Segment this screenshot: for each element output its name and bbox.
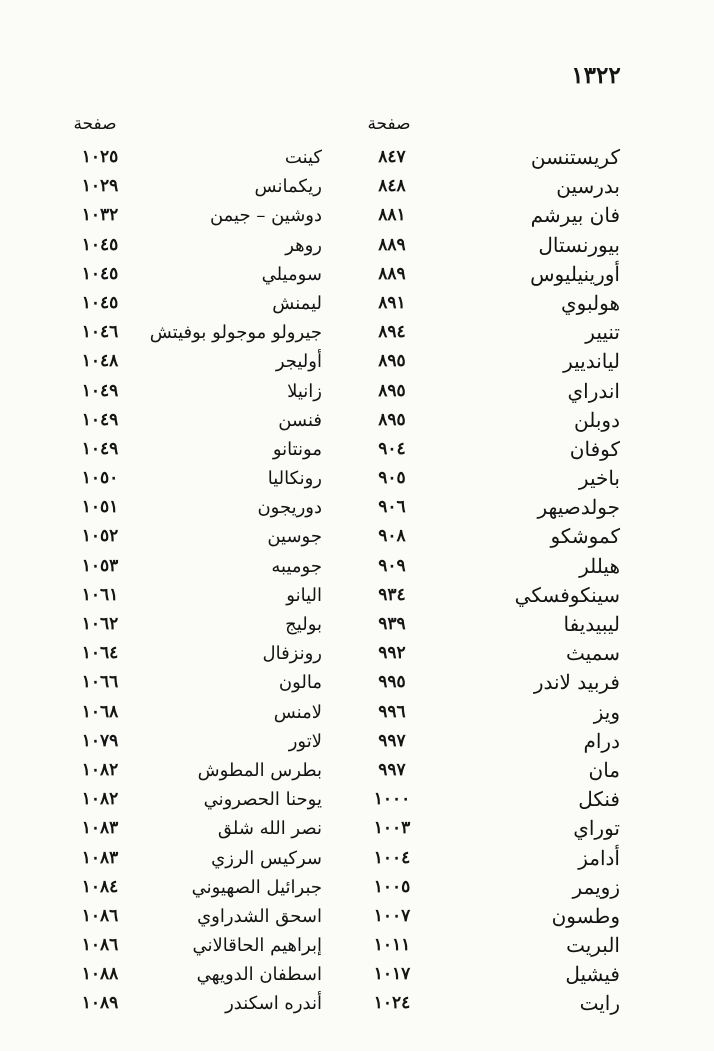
right-name: درام (583, 728, 620, 753)
page-number: ١٣٢٢ (571, 62, 621, 89)
left-page: ١٠٨٦ (81, 935, 119, 956)
right-name: سميث (566, 641, 620, 666)
left-page: ١٠٨٣ (81, 847, 119, 868)
left-page: ١٠٦٢ (81, 614, 119, 634)
left-page: ١٠٤٦ (81, 322, 119, 343)
left-page: ١٠٤٩ (81, 438, 119, 459)
left-name: مالون (278, 672, 322, 694)
left-name: سركيس الرزي (211, 847, 322, 869)
right-page: ٨٩٤ (378, 322, 406, 343)
right-page: ٨٩١ (378, 292, 406, 313)
left-page: ١٠٥٠ (81, 468, 119, 489)
index-row (0, 377, 714, 406)
right-page: ٩٠٨ (378, 526, 406, 547)
right-name: بدرسين (556, 174, 620, 199)
left-name: اسحق الشدراوي (197, 905, 322, 927)
right-page: ١٠٢٤ (373, 993, 411, 1014)
left-name: نصر الله شلق (217, 818, 322, 840)
left-name: إبراهيم الحاقالاني (192, 935, 322, 957)
right-page: ١٠٠٣ (373, 818, 411, 839)
left-page: ١٠٨٩ (81, 993, 119, 1014)
left-name: رونكاليا (267, 468, 322, 490)
right-page: ٩٩٧ (378, 730, 406, 751)
index-row (0, 172, 714, 201)
left-name: كينت (284, 147, 322, 168)
right-page: ٨٩٥ (378, 380, 406, 401)
left-name: ليمنش (272, 292, 322, 314)
right-page: ٩٠٤ (378, 438, 406, 459)
left-page: ١٠٢٥ (81, 147, 119, 167)
left-name: دوشين – جيمن (209, 205, 322, 227)
left-page: ١٠٥١ (81, 497, 119, 518)
right-page: ٨٩٥ (378, 351, 406, 372)
left-page: ١٠٨٦ (81, 905, 119, 926)
left-name: روهر (285, 234, 322, 256)
right-page: ٨٤٧ (378, 147, 406, 167)
index-row (0, 639, 714, 668)
index-row (0, 260, 714, 289)
left-name: أندره اسكندر (225, 993, 322, 1015)
index-row (0, 931, 714, 960)
left-page: ١٠٤٩ (81, 380, 119, 401)
left-page: ١٠٦٤ (81, 643, 119, 664)
left-name: أوليجر (275, 351, 322, 373)
left-page: ١٠٣٢ (81, 205, 119, 226)
right-name: مان (588, 757, 620, 782)
left-page: ١٠٤٥ (81, 292, 119, 313)
left-page: ١٠٤٥ (81, 234, 119, 255)
index-row (0, 493, 714, 522)
right-name: كوفان (569, 436, 620, 461)
right-name: جولدصيهر (537, 495, 620, 520)
left-page: ١٠٧٩ (81, 730, 119, 751)
index-row (0, 668, 714, 697)
right-name: فربيد لاندر (533, 670, 620, 695)
right-name: هيللر (579, 553, 620, 578)
right-page: ٩٩٧ (378, 759, 406, 780)
right-name: أورينيليوس (530, 261, 620, 286)
index-row (0, 902, 714, 931)
left-page: ١٠٨٨ (81, 964, 119, 985)
left-page: ١٠٤٨ (81, 351, 119, 372)
right-name: دوبلن (574, 407, 620, 432)
left-name: سوميلي (261, 263, 322, 285)
right-name: فنكل (578, 787, 620, 812)
right-page: ٨٨٩ (378, 234, 406, 255)
right-name: أدامز (578, 845, 620, 870)
index-row (0, 698, 714, 727)
right-page: ٩٠٥ (378, 468, 406, 489)
left-name: جيرولو موجولو بوفيتش (149, 322, 322, 344)
index-row (0, 552, 714, 581)
right-page: ٩٩٥ (378, 672, 406, 693)
left-page: ١٠٥٣ (81, 555, 119, 576)
index-row (0, 522, 714, 551)
index-row (0, 464, 714, 493)
left-name: مونتانو (272, 438, 322, 460)
left-page: ١٠٤٥ (81, 263, 119, 284)
index-row (0, 289, 714, 318)
left-page: ١٠٨٤ (81, 876, 119, 897)
right-name: فان بيرشم (530, 203, 620, 228)
right-name: فيشيل (565, 962, 620, 987)
index-row (0, 231, 714, 260)
right-name: اندراي (567, 378, 620, 403)
index-row (0, 785, 714, 814)
left-name: اليانو (286, 584, 322, 606)
left-name: بطرس المطوش (197, 759, 322, 781)
right-name: وطسون (551, 903, 620, 928)
left-name: فنسن (278, 409, 322, 431)
index-row (0, 143, 714, 172)
right-page: ١٠١١ (373, 935, 411, 956)
right-page-column-header: صفحة (367, 114, 411, 134)
left-page: ١٠٦٨ (81, 701, 119, 722)
right-page: ١٠٠٧ (373, 905, 411, 926)
right-name: البريت (566, 933, 620, 958)
left-name: جوميبه (271, 555, 322, 577)
left-page: ١٠٨٣ (81, 818, 119, 839)
right-name: ويز (593, 699, 620, 724)
right-name: ليبيديفا (563, 612, 620, 636)
right-page: ٨٨٩ (378, 263, 406, 284)
right-name: ليانديير (563, 349, 620, 374)
left-name: ريكمانس (254, 176, 322, 198)
left-page: ١٠٦١ (81, 584, 119, 605)
right-page: ٩٠٦ (378, 497, 406, 518)
right-name: باخير (578, 466, 620, 491)
right-page: ٨٨١ (378, 205, 406, 226)
index-row (0, 873, 714, 902)
right-page: ٩٩٢ (378, 643, 406, 664)
left-name: بوليج (285, 614, 322, 635)
right-page: ٩٠٩ (378, 555, 406, 576)
left-page: ١٠٤٩ (81, 409, 119, 430)
right-page: ١٠١٧ (373, 964, 411, 985)
index-table (0, 143, 714, 1019)
left-page-column-header: صفحة (73, 114, 117, 134)
left-name: زانيلا (287, 380, 322, 402)
left-name: جبرائيل الصهيوني (191, 876, 322, 898)
right-page: ١٠٠٤ (373, 847, 411, 868)
index-row (0, 610, 714, 639)
left-name: يوحنا الحصروني (203, 789, 322, 811)
right-page: ٨٩٥ (378, 409, 406, 430)
left-page: ١٠٨٢ (81, 789, 119, 810)
right-name: زويمر (572, 874, 620, 899)
right-name: سينكوفسكي (514, 582, 620, 607)
index-row (0, 989, 714, 1018)
right-page: ٩٣٤ (378, 584, 406, 605)
left-name: جوسين (267, 526, 322, 548)
left-page: ١٠٥٢ (81, 526, 119, 547)
right-page: ٩٩٦ (378, 701, 406, 722)
right-page: ١٠٠٠ (373, 789, 411, 810)
right-page: ٨٤٨ (378, 176, 406, 197)
right-name: هولبوي (561, 290, 620, 315)
right-page: ١٠٠٥ (373, 876, 411, 897)
right-name: كريستنسن (530, 145, 620, 169)
index-row (0, 201, 714, 230)
left-page: ١٠٨٢ (81, 759, 119, 780)
right-name: رايت (579, 991, 620, 1016)
right-name: تنيير (585, 320, 620, 345)
index-row (0, 727, 714, 756)
left-name: اسطفان الدويهي (196, 964, 322, 986)
index-row (0, 581, 714, 610)
right-name: كموشكو (550, 524, 620, 549)
index-row (0, 347, 714, 376)
index-row (0, 814, 714, 843)
left-name: لامنس (273, 701, 322, 723)
index-row (0, 844, 714, 873)
right-page: ٩٣٩ (378, 614, 406, 634)
left-page: ١٠٢٩ (81, 176, 119, 197)
index-row (0, 435, 714, 464)
index-row (0, 406, 714, 435)
left-name: لاتور (288, 730, 322, 752)
left-name: رونزفال (262, 643, 322, 665)
left-name: دوريجون (257, 497, 322, 519)
left-page: ١٠٦٦ (81, 672, 119, 693)
right-name: بيورنستال (538, 232, 620, 257)
index-row (0, 318, 714, 347)
index-row (0, 960, 714, 989)
right-name: توراي (573, 816, 620, 841)
index-row (0, 756, 714, 785)
